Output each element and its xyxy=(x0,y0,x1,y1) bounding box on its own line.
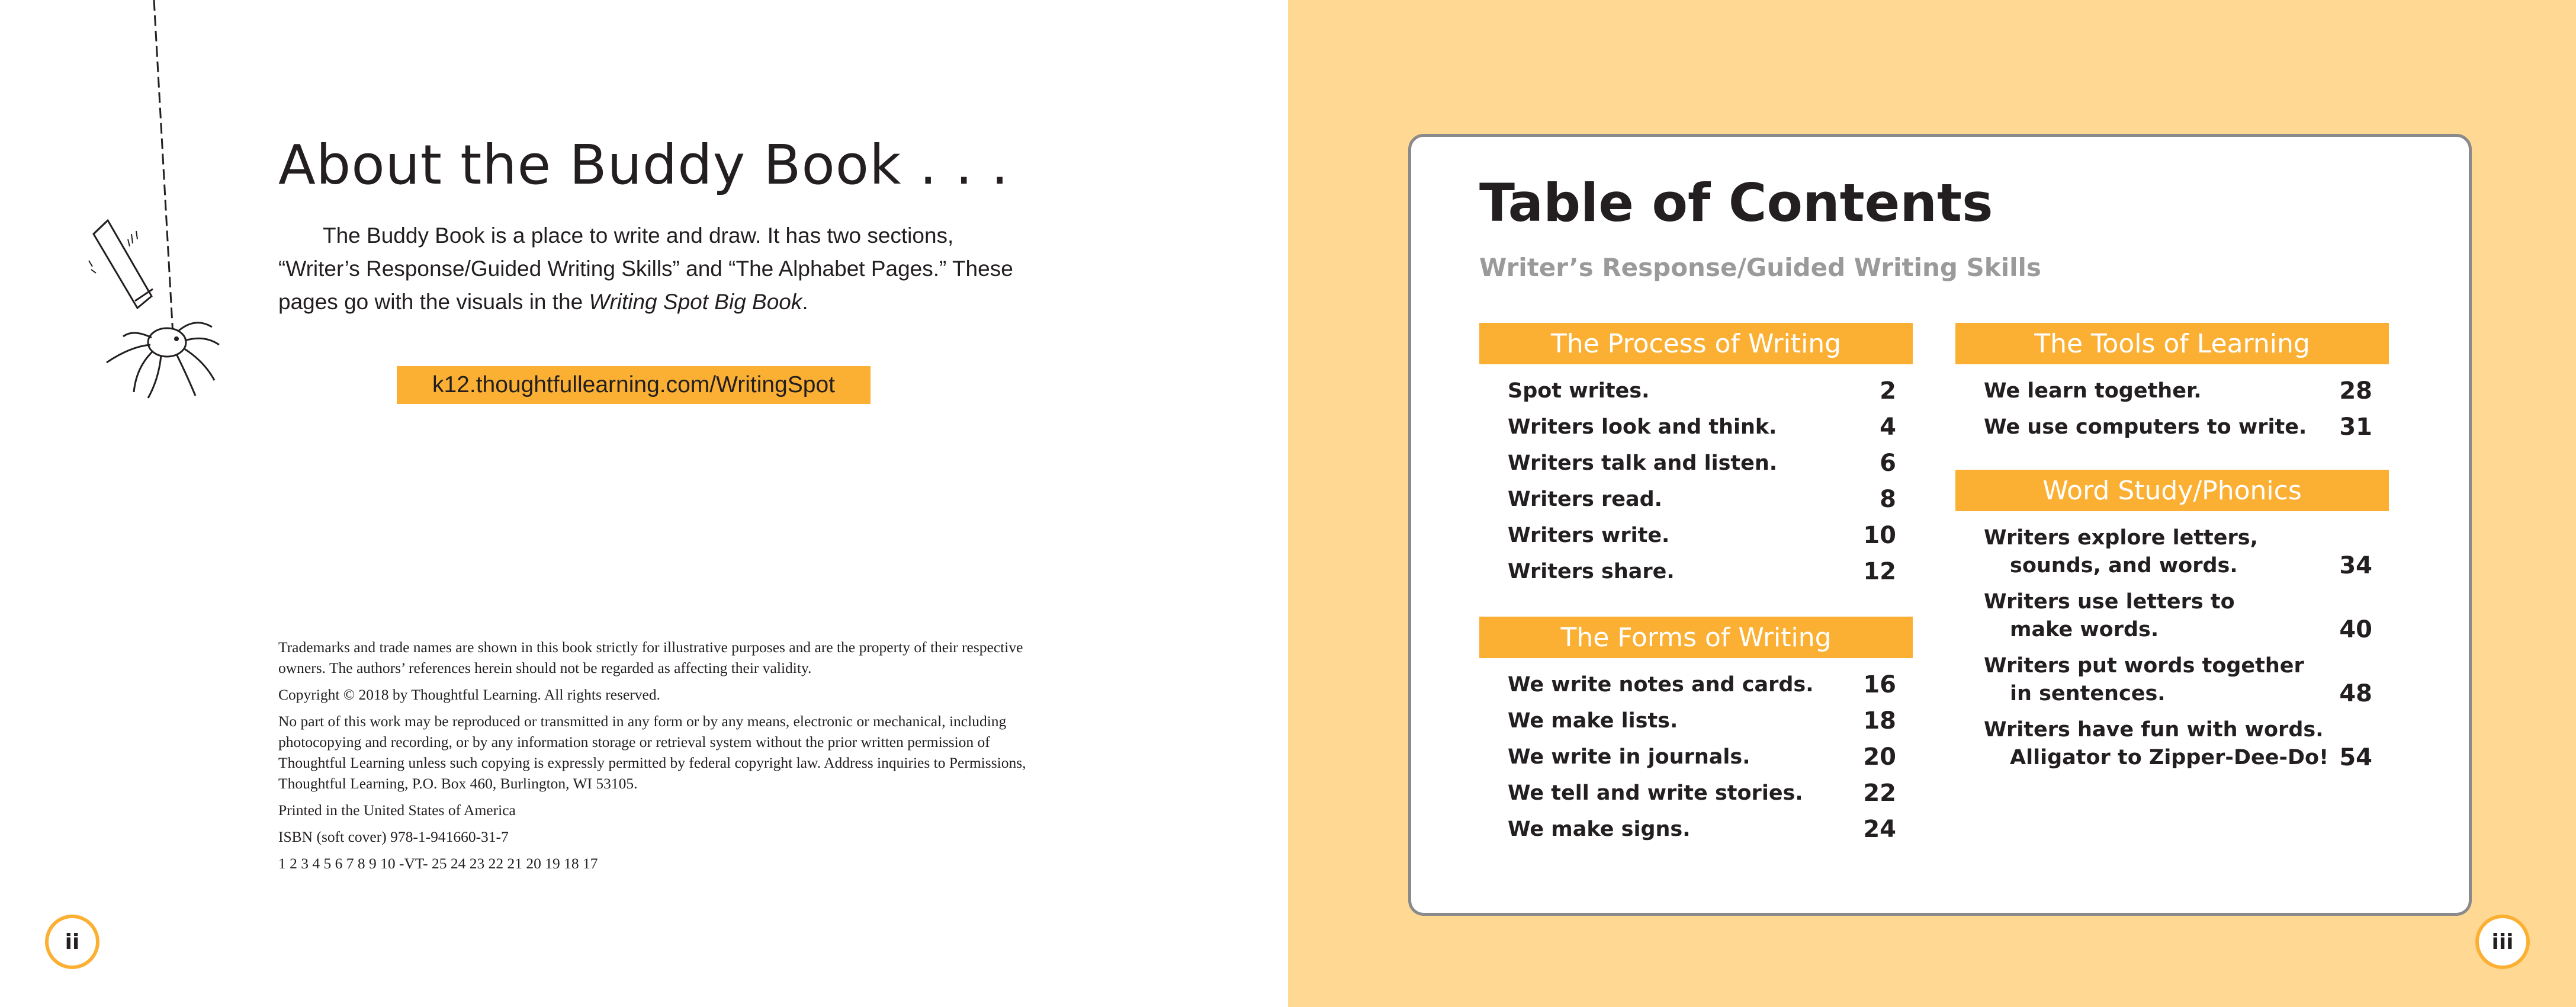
isbn: ISBN (soft cover) 978-1-941660-31-7 xyxy=(278,828,509,845)
copyright-block xyxy=(278,637,1030,880)
intro-end: . xyxy=(802,290,808,314)
toc-column-right xyxy=(1955,323,2389,800)
section-list-process xyxy=(1479,364,1913,586)
entry-text xyxy=(1984,588,2235,644)
entry-line-1: Writers explore letters, xyxy=(1984,526,2258,550)
entry-text xyxy=(1984,524,2258,580)
toc-entry[interactable] xyxy=(1508,671,1896,699)
entry-text xyxy=(1984,716,2328,772)
entry-line-2: in sentences. xyxy=(2010,682,2166,705)
entry-page: 28 xyxy=(2339,377,2372,405)
toc-entry[interactable] xyxy=(1984,652,2372,708)
section-header-tools: The Tools of Learning xyxy=(1955,323,2389,364)
entry-line-1: Writers put words together xyxy=(1984,654,2304,678)
toc-entry[interactable] xyxy=(1508,377,1896,405)
entry-page: 54 xyxy=(2339,744,2372,771)
toc-entry[interactable] xyxy=(1508,486,1896,514)
about-title: About the Buddy Book . . . xyxy=(278,133,1009,197)
entry-page: 8 xyxy=(1880,486,1896,513)
toc-entry[interactable] xyxy=(1984,413,2372,441)
about-intro xyxy=(278,219,1019,319)
entry-line-2: sounds, and words. xyxy=(2010,554,2238,578)
toc-entry[interactable] xyxy=(1508,522,1896,550)
section-list-forms xyxy=(1479,658,1913,844)
toc-entry[interactable] xyxy=(1508,413,1896,441)
entry-text: Writers look and think. xyxy=(1508,415,1777,439)
entry-page: 2 xyxy=(1880,377,1896,405)
entry-line-1: Writers have fun with words. xyxy=(1984,718,2324,742)
entry-page: 18 xyxy=(1863,707,1896,735)
toc-title: Table of Contents xyxy=(1479,172,1993,233)
entry-text: We make lists. xyxy=(1508,709,1678,733)
entry-page: 6 xyxy=(1880,450,1896,477)
entry-page: 10 xyxy=(1863,522,1896,549)
trademark-notice: Trademarks and trade names are shown in this book strictly for illustrative purposes and are the property of their respective owners. The authors’ references herein should not be regarded as affecting their validity. xyxy=(278,639,1023,676)
intro-text: The Buddy Book is a place to write and draw. It has two sections, “Writer’s Response/Guided Writing Skills” and “The Alphabet Pages.” These pages go with the visuals in the xyxy=(278,223,1013,314)
entry-page: 40 xyxy=(2339,616,2372,643)
permissions-notice: No part of this work may be reproduced or transmitted in any form or by any means, electronic or mechanical, including photocopying and recording, or by any information storage or retrieval system without the prior written permission of Thoughtful Learning unless such copying is expressly permitted by federal copyright law. Address inquiries to Permissions, Thoughtful Learning, P.O. Box 460, Burlington, WI 53105. xyxy=(278,713,1026,792)
entry-page: 34 xyxy=(2339,552,2372,579)
entry-page: 24 xyxy=(1863,816,1896,843)
toc-entry[interactable] xyxy=(1984,716,2372,772)
entry-text: Writers share. xyxy=(1508,560,1675,583)
entry-text: We use computers to write. xyxy=(1984,415,2307,439)
spider-illustration xyxy=(77,0,243,415)
entry-page: 48 xyxy=(2339,680,2372,707)
entry-page: 16 xyxy=(1863,671,1896,698)
entry-text: We make signs. xyxy=(1508,817,1691,841)
section-header-phonics: Word Study/Phonics xyxy=(1955,470,2389,511)
print-line: 1 2 3 4 5 6 7 8 9 10 -VT- 25 24 23 22 21 20 19 18 17 xyxy=(278,855,598,872)
intro-book-title: Writing Spot Big Book xyxy=(589,290,802,314)
section-header-forms: The Forms of Writing xyxy=(1479,617,1913,658)
entry-page: 4 xyxy=(1880,413,1896,441)
toc-subtitle: Writer’s Response/Guided Writing Skills xyxy=(1479,253,2041,282)
toc-entry[interactable] xyxy=(1508,558,1896,586)
toc-card xyxy=(1408,134,2472,916)
entry-text: Writers read. xyxy=(1508,488,1662,511)
section-header-process: The Process of Writing xyxy=(1479,323,1913,364)
entry-text: Spot writes. xyxy=(1508,379,1650,403)
toc-entry[interactable] xyxy=(1984,377,2372,405)
toc-entry[interactable] xyxy=(1984,524,2372,580)
entry-page: 12 xyxy=(1863,558,1896,585)
printed-in: Printed in the United States of America xyxy=(278,801,516,819)
toc-entry[interactable] xyxy=(1508,816,1896,844)
section-list-phonics xyxy=(1955,511,2389,772)
entry-page: 31 xyxy=(2339,413,2372,441)
entry-page: 20 xyxy=(1863,743,1896,771)
page-number-right: iii xyxy=(2475,915,2530,969)
website-url[interactable]: k12.thoughtfullearning.com/WritingSpot xyxy=(397,366,871,404)
copyright-line: Copyright © 2018 by Thoughtful Learning. All rights reserved. xyxy=(278,686,660,703)
entry-text: We write notes and cards. xyxy=(1508,673,1814,697)
toc-entry[interactable] xyxy=(1508,707,1896,735)
toc-entry[interactable] xyxy=(1984,588,2372,644)
entry-text xyxy=(1984,652,2304,708)
entry-text: We tell and write stories. xyxy=(1508,781,1803,805)
entry-line-2: make words. xyxy=(2010,618,2159,642)
entry-line-2: Alligator to Zipper-Dee-Do! xyxy=(2010,746,2329,769)
page-number-left: ii xyxy=(45,915,99,969)
entry-text: We write in journals. xyxy=(1508,745,1750,769)
entry-text: Writers write. xyxy=(1508,524,1670,547)
toc-entry[interactable] xyxy=(1508,450,1896,477)
toc-entry[interactable] xyxy=(1508,743,1896,771)
entry-page: 22 xyxy=(1863,780,1896,807)
entry-text: We learn together. xyxy=(1984,379,2202,403)
section-list-tools xyxy=(1955,364,2389,441)
toc-column-left xyxy=(1479,323,1913,872)
entry-text: Writers talk and listen. xyxy=(1508,451,1778,475)
toc-entry[interactable] xyxy=(1508,780,1896,807)
entry-line-1: Writers use letters to xyxy=(1984,590,2235,614)
